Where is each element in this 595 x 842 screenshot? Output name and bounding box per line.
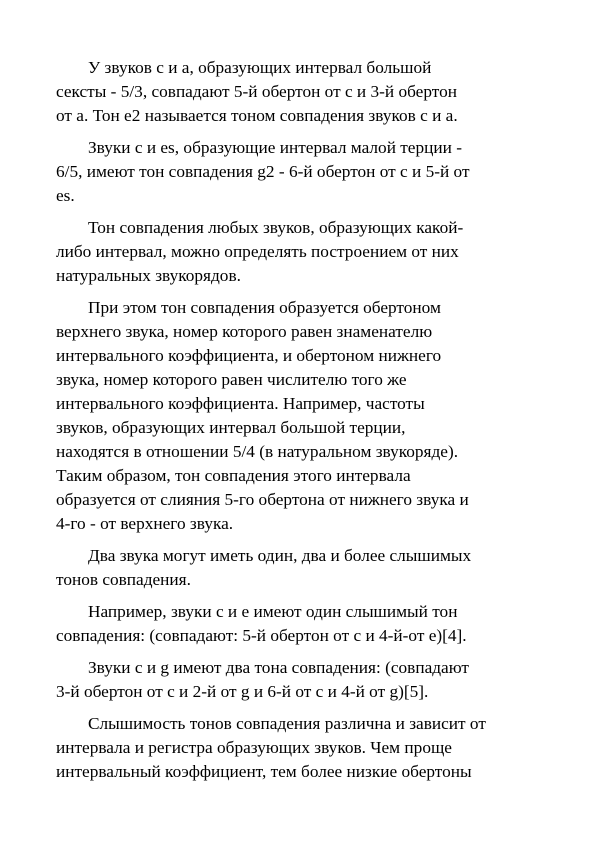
text-line: интервала и регистра образующих звуков. Чем проще <box>56 738 452 757</box>
paragraph-3 <box>56 216 546 288</box>
text-line: от а. Тон е2 называется тоном совпадения звуков с и а. <box>56 106 458 125</box>
text-line: Таким образом, тон совпадения этого интервала <box>56 466 411 485</box>
text-line: интервального коэффициента, и обертоном нижнего <box>56 346 442 365</box>
text-line: интервальный коэффициент, тем более низкие обертоны <box>56 762 472 781</box>
text-line: звука, номер которого равен числителю того же <box>56 370 407 389</box>
text-line: Два звука могут иметь один, два и более слышимых <box>88 546 472 565</box>
text-line: интервального коэффициента. Например, частоты <box>56 394 425 413</box>
text-line: тонов совпадения. <box>56 570 191 589</box>
text-line: находятся в отношении 5/4 (в натуральном звукоряде). <box>56 442 459 461</box>
text-line: звуков, образующих интервал большой терции, <box>56 418 406 437</box>
text-line: Тон совпадения любых звуков, образующих какой- <box>88 218 464 237</box>
text-line: Слышимость тонов совпадения различна и зависит от <box>88 714 486 733</box>
text-line: Например, звуки с и е имеют один слышимый тон <box>88 602 458 621</box>
text-line: 3-й обертон от с и 2-й от g и 6-й от с и 4-й от g)[5]. <box>56 682 429 701</box>
paragraph-1 <box>56 56 546 128</box>
text-line: При этом тон совпадения образуется обертоном <box>88 298 441 317</box>
text-line: совпадения: (совпадают: 5-й обертон от с и 4-й-от е)[4]. <box>56 626 467 645</box>
text-line: либо интервал, можно определять построением от них <box>56 242 459 261</box>
paragraph-6 <box>56 600 546 648</box>
paragraph-5 <box>56 544 546 592</box>
text-line: Звуки с и g имеют два тона совпадения: (совпадают <box>88 658 469 677</box>
paragraph-4 <box>56 296 546 536</box>
paragraph-8 <box>56 712 546 784</box>
text-line: es. <box>56 186 75 205</box>
text-line: образуется от слияния 5-го обертона от нижнего звука и <box>56 490 469 509</box>
text-line: Звуки с и es, образующие интервал малой терции - <box>88 138 462 157</box>
text-line: У звуков с и а, образующих интервал большой <box>88 58 432 77</box>
text-line: 6/5, имеют тон совпадения g2 - 6-й обертон от с и 5-й от <box>56 162 470 181</box>
text-line: сексты - 5/3, совпадают 5-й обертон от с и 3-й обертон <box>56 82 457 101</box>
text-line: 4-го - от верхнего звука. <box>56 514 234 533</box>
paragraph-7 <box>56 656 546 704</box>
text-line: натуральных звукорядов. <box>56 266 241 285</box>
body-text <box>56 56 546 792</box>
paragraph-2 <box>56 136 546 208</box>
text-line: верхнего звука, номер которого равен знаменателю <box>56 322 433 341</box>
